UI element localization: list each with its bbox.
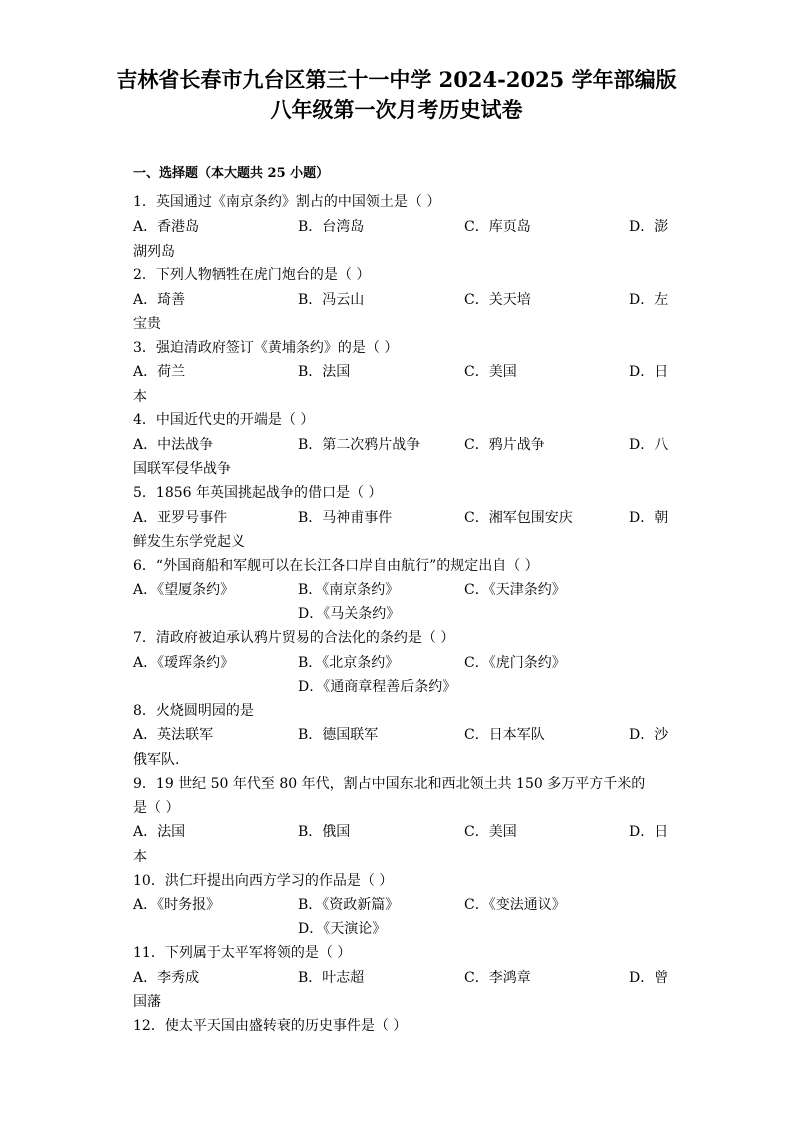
q10-option-c: C．《变法通议》	[464, 897, 566, 913]
q10-option-b: B．《资政新篇》	[298, 897, 400, 913]
q9-option-b: B．俄国	[298, 824, 351, 840]
q7-option-a: A．《瑷珲条约》	[133, 655, 235, 671]
q10-option-d: D．《天演论》	[298, 921, 387, 937]
q4-option-d-wrap: 国联军侵华战争	[133, 461, 231, 477]
q1-option-d: D．澎	[629, 219, 669, 235]
q2-option-b: B．冯云山	[298, 292, 365, 308]
q1-option-c: C．库页岛	[464, 219, 531, 235]
q11-option-c: C．李鸿章	[464, 970, 531, 986]
q10-option-a: A．《时务报》	[133, 897, 221, 913]
q8-option-c: C．日本军队	[464, 727, 545, 743]
q3-option-b: B．法国	[298, 364, 351, 380]
q4-option-b: B．第二次鸦片战争	[298, 437, 421, 453]
q11-option-d: D．曾	[629, 970, 669, 986]
question-10-stem: 10．洪仁玕提出向西方学习的作品是（ ）	[133, 873, 394, 889]
question-5-stem: 5．1856 年英国挑起战争的借口是（ ）	[133, 485, 383, 501]
q3-option-c: C．美国	[464, 364, 517, 380]
exam-title-line1: 吉林省长春市九台区第三十一中学 2024-2025 学年部编版	[116, 67, 677, 92]
q2-option-a: A．琦善	[133, 292, 186, 308]
question-6-stem: 6．“外国商船和军舰可以在长江各口岸自由航行”的规定出自（ ）	[133, 558, 539, 574]
question-7-stem: 7．清政府被迫承认鸦片贸易的合法化的条约是（ ）	[133, 630, 455, 646]
q7-option-d: D．《通商章程善后条约》	[298, 679, 457, 695]
q3-option-d: D．日	[629, 364, 669, 380]
q3-option-d-wrap: 本	[133, 389, 147, 405]
q2-option-d: D．左	[629, 292, 669, 308]
q8-option-d: D．沙	[629, 727, 669, 743]
q9-option-d: D．日	[629, 824, 669, 840]
question-9-stem-cont: 是（ ）	[133, 800, 180, 816]
q1-option-b: B．台湾岛	[298, 219, 365, 235]
q4-option-c: C．鸦片战争	[464, 437, 545, 453]
question-9-stem: 9．19 世纪 50 年代至 80 年代，割占中国东北和西北领土共 150 多万平方千米的	[133, 776, 646, 792]
q4-option-a: A．中法战争	[133, 437, 214, 453]
q3-option-a: A．荷兰	[133, 364, 186, 380]
q8-option-a: A．英法联军	[133, 727, 214, 743]
question-12-stem: 12．使太平天国由盛转衰的历史事件是（ ）	[133, 1018, 408, 1034]
q8-option-b: B．德国联军	[298, 727, 379, 743]
q11-option-a: A．李秀成	[133, 970, 200, 986]
q2-option-d-wrap: 宝贵	[133, 316, 161, 332]
q9-option-c: C．美国	[464, 824, 517, 840]
question-11-stem: 11．下列属于太平军将领的是（ ）	[133, 945, 352, 961]
q6-option-d: D．《马关条约》	[298, 606, 401, 622]
question-1-stem: 1．英国通过《南京条约》割占的中国领土是（ ）	[133, 194, 441, 210]
q2-option-c: C．关天培	[464, 292, 531, 308]
q1-option-d-wrap: 湖列岛	[133, 244, 175, 260]
q9-option-d-wrap: 本	[133, 849, 147, 865]
q6-option-b: B．《南京条约》	[298, 582, 400, 598]
q11-option-b: B．叶志超	[298, 970, 365, 986]
q6-option-a: A．《望厦条约》	[133, 582, 235, 598]
question-3-stem: 3．强迫清政府签订《黄埔条约》的是（ ）	[133, 340, 399, 356]
question-4-stem: 4．中国近代史的开端是（ ）	[133, 412, 315, 428]
q5-option-d-wrap: 鲜发生东学党起义	[133, 534, 245, 550]
q6-option-c: C．《天津条约》	[464, 582, 566, 598]
q7-option-b: B．《北京条约》	[298, 655, 400, 671]
question-8-stem: 8．火烧圆明园的是	[133, 703, 254, 719]
q11-option-d-wrap: 国藩	[133, 994, 161, 1010]
question-2-stem: 2．下列人物牺牲在虎门炮台的是（ ）	[133, 267, 371, 283]
q4-option-d: D．八	[629, 437, 669, 453]
q5-option-b: B．马神甫事件	[298, 510, 393, 526]
q5-option-c: C．湘军包围安庆	[464, 510, 573, 526]
section-heading: 一、选择题（本大题共 25 小题）	[133, 166, 330, 181]
q7-option-c: C．《虎门条约》	[464, 655, 566, 671]
exam-title-line2: 八年级第一次月考历史试卷	[270, 97, 523, 122]
q5-option-a: A．亚罗号事件	[133, 510, 228, 526]
q5-option-d: D．朝	[629, 510, 669, 526]
q8-option-d-wrap: 俄军队.	[133, 752, 180, 768]
q1-option-a: A．香港岛	[133, 219, 200, 235]
q9-option-a: A．法国	[133, 824, 186, 840]
